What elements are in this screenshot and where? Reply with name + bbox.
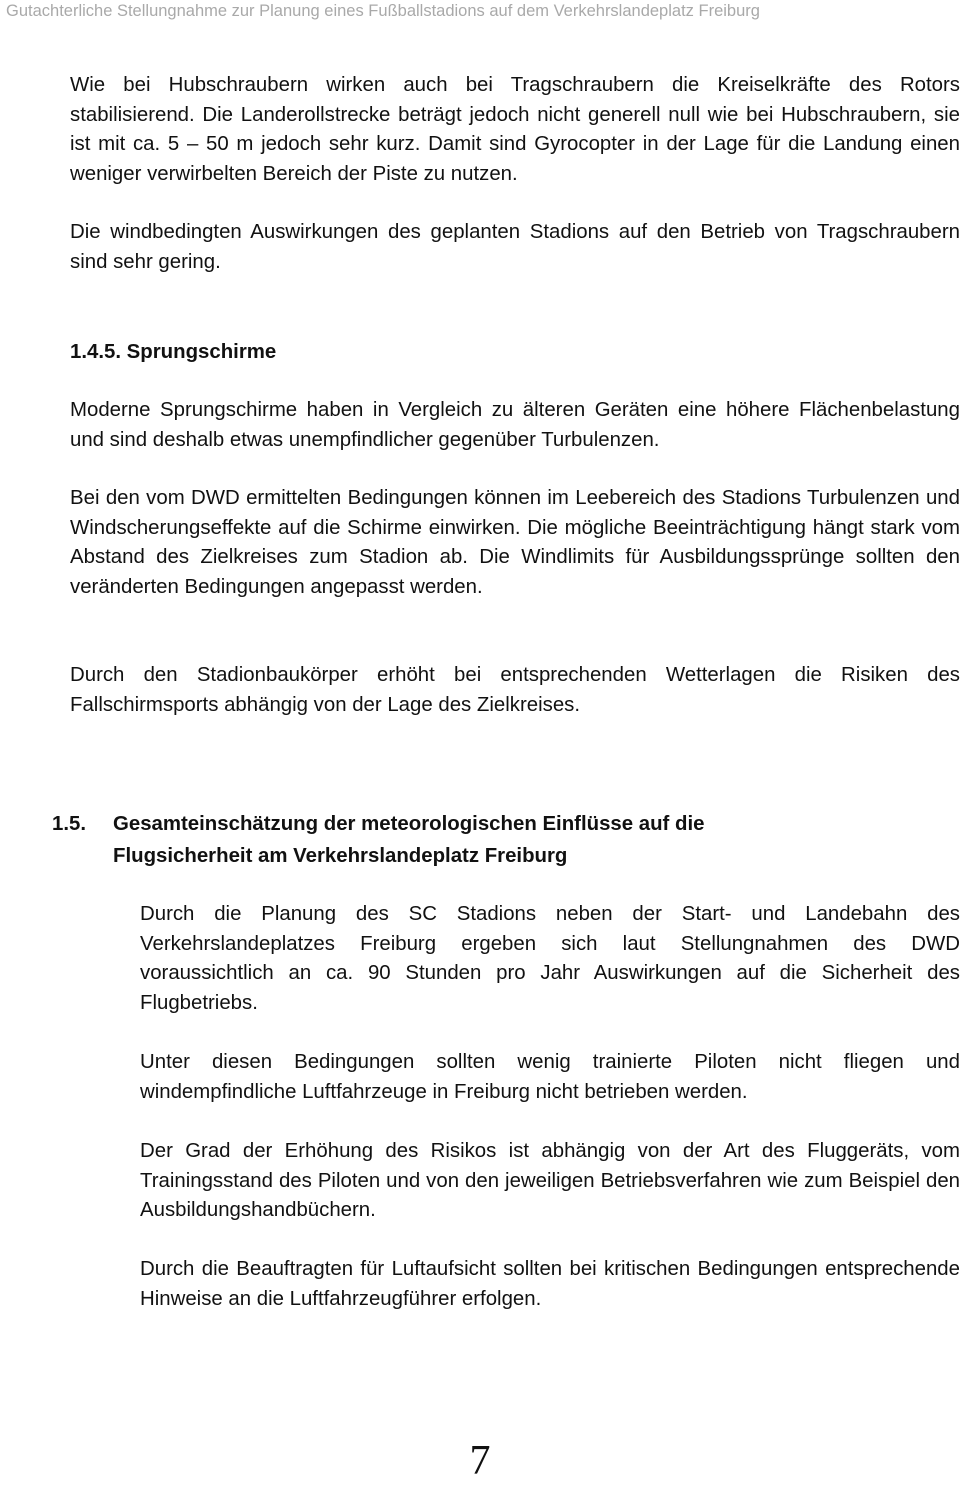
- paragraph-gesamt-4: Durch die Beauftragten für Luftaufsicht sollten bei kritischen Bedingungen entsprechende Hinweise an die Luftfahrzeugführer erfolgen.: [140, 1258, 960, 1310]
- section-number-1-5: 1.5.: [52, 813, 87, 835]
- paragraph-gesamt-2: Unter diesen Bedingungen sollten wenig trainierte Piloten nicht fliegen und windempfindliche Luftfahrzeuge in Freiburg nicht betrieben werden.: [140, 1051, 960, 1103]
- paragraph-gyrocopter-wind-effects: Die windbedingten Auswirkungen des geplanten Stadions auf den Betrieb von Tragschraubern sind sehr gering.: [70, 221, 960, 273]
- running-header: Gutachterliche Stellungnahme zur Planung eines Fußballstadions auf dem Verkehrslandeplatz Freiburg: [6, 2, 760, 20]
- section-title-1-5: Gesamteinschätzung der meteorologischen Einflüsse auf die Flugsicherheit am Verkehrslandeplatz Freiburg: [113, 813, 705, 867]
- section-heading-1-4-5: 1.4.5. Sprungschirme: [70, 341, 277, 363]
- paragraph-gesamt-3: Der Grad der Erhöhung des Risikos ist abhängig von der Art des Fluggeräts, vom Trainingsstand des Piloten und von den jeweiligen Betriebsverfahren wie zum Beispiel den Ausbildungshandbüchern.: [140, 1140, 960, 1222]
- paragraph-gesamt-1: Durch die Planung des SC Stadions neben der Start- und Landebahn des Verkehrslandeplatzes Freiburg ergeben sich laut Stellungnahmen des DWD voraussichtlich an ca. 90 Stunden pro Jahr Auswirkungen auf die Sicherheit des Flugbetriebs.: [140, 903, 960, 1014]
- paragraph-sprungschirme-1: Moderne Sprungschirme haben in Vergleich zu älteren Geräten eine höhere Flächenbelastung und sind deshalb etwas unempfindlicher gegenüber Turbulenzen.: [70, 399, 960, 451]
- page-number: 7: [469, 1438, 491, 1484]
- paragraph-gyrocopter-landing: Wie bei Hubschraubern wirken auch bei Tragschraubern die Kreiselkräfte des Rotors stabilisierend. Die Landerollstrecke beträgt jedoch nicht generell null wie bei Hubschraubern, sie ist mit ca. 5 – 50 m jedoch sehr kurz. Damit sind Gyrocopter in der Lage für die Landung einen weniger verwirbelten Bereich der Piste zu nutzen.: [70, 74, 960, 185]
- paragraph-sprungschirme-3: Durch den Stadionbaukörper erhöht bei entsprechenden Wetterlagen die Risiken des Fallschirmsports abhängig von der Lage des Zielkreises.: [70, 664, 960, 716]
- paragraph-sprungschirme-2: Bei den vom DWD ermittelten Bedingungen können im Leebereich des Stadions Turbulenzen und Windscherungseffekte auf die Schirme einwirken. Die mögliche Beeinträchtigung hängt stark vom Abstand des Zielkreises zum Stadion ab. Die Windlimits für Ausbildungssprünge sollten den veränderten Bedingungen angepasst werden.: [70, 487, 960, 598]
